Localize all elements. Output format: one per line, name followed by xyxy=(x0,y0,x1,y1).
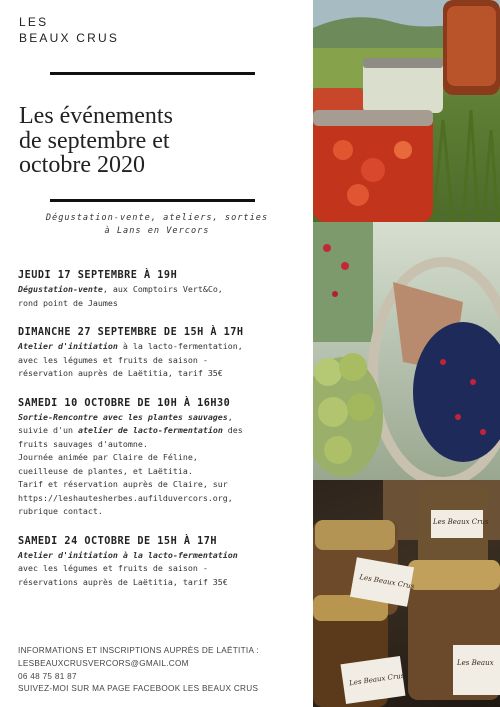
events-list xyxy=(18,268,310,604)
divider xyxy=(50,199,255,202)
subtitle xyxy=(14,212,300,238)
basket-of-berries-photo xyxy=(313,222,500,480)
brand-line: BEAUX CRUS xyxy=(19,31,120,45)
event-description-line xyxy=(18,340,310,354)
event-date: DIMANCHE 27 SEPTEMBRE DE 15H À 17H xyxy=(18,327,244,338)
event-item xyxy=(18,268,310,310)
event-item xyxy=(18,534,310,590)
event-description-line xyxy=(18,576,310,590)
info-heading: INFORMATIONS ET INSCRIPTIONS AUPRÈS DE LAËTITIA : xyxy=(18,646,259,655)
event-description-line xyxy=(18,549,310,563)
event-description-line xyxy=(18,354,310,368)
event-highlight: Dégustation-vente xyxy=(18,284,103,294)
event-text: , xyxy=(227,411,233,422)
brand-logo xyxy=(19,14,119,46)
page-title xyxy=(19,104,309,178)
event-date: SAMEDI 10 OCTOBRE DE 10H À 16H30 xyxy=(18,397,231,409)
event-description-line xyxy=(18,492,310,506)
event-highlight: Sortie-Rencontre avec les plantes sauvages xyxy=(18,411,228,422)
event-text: rond point de Jaumes xyxy=(18,297,118,308)
event-description-line xyxy=(18,465,310,479)
event-description-line xyxy=(18,478,310,492)
event-text: Journée animée par Claire de Féline, xyxy=(18,452,198,462)
event-text: des xyxy=(222,425,243,435)
title-line: octobre 2020 xyxy=(19,152,145,178)
phone-number: 06 48 75 81 87 xyxy=(18,671,77,681)
event-text: rubrique contact. xyxy=(18,506,103,516)
email-link[interactable]: LESBEAUXCRUSVERCORS@GMAIL.COM xyxy=(18,658,189,668)
contact-info xyxy=(18,645,310,696)
event-description-line xyxy=(18,424,310,438)
brand-line: LES xyxy=(19,15,49,29)
event-description-line xyxy=(18,411,310,425)
event-highlight: atelier de lacto-fermentation xyxy=(77,425,223,435)
event-description-line xyxy=(18,438,310,452)
event-description-line xyxy=(18,297,310,311)
jar-label: Les Beaux Crus xyxy=(358,573,415,591)
event-date: SAMEDI 24 OCTOBRE DE 15H À 17H xyxy=(18,535,218,547)
title-line: de septembre et xyxy=(19,127,170,154)
labeled-jars-photo xyxy=(313,480,500,707)
jars-in-grass-photo xyxy=(313,0,500,222)
event-text: https://leshautesherbes.aufilduvercors.org, xyxy=(18,492,233,503)
event-text: à la lacto-fermentation, xyxy=(117,341,243,351)
subtitle-line: à Lans en Vercors xyxy=(104,226,210,236)
event-highlight: Atelier d'initiation xyxy=(18,341,118,351)
title-line: Les événements xyxy=(19,103,173,129)
facebook-note: SUIVEZ-MOI SUR MA PAGE FACEBOOK LES BEAUX CRUS xyxy=(18,684,259,694)
event-text: réservations auprès de Laëtitia, tarif 35€ xyxy=(18,576,228,587)
event-date: JEUDI 17 SEPTEMBRE À 19H xyxy=(18,270,178,281)
event-description-line xyxy=(18,505,310,519)
event-description-line xyxy=(18,367,310,381)
subtitle-line: Dégustation-vente, ateliers, sorties xyxy=(45,213,269,223)
event-text: avec les légumes et fruits de saison - xyxy=(18,354,208,365)
event-text: réservation auprès de Laëtitia, tarif 35€ xyxy=(18,368,223,378)
jar-label: Les Beaux Crus xyxy=(433,518,489,526)
event-item xyxy=(18,396,310,519)
jar-label: Les Beaux Crus xyxy=(348,671,405,688)
event-text: cueilleuse de plantes, et Laëtitia. xyxy=(18,465,193,476)
jar-label: Les Beaux xyxy=(457,659,494,667)
divider xyxy=(50,72,255,75)
event-text: suivie d'un xyxy=(18,425,78,435)
event-description-line xyxy=(18,451,310,465)
event-text: avec les légumes et fruits de saison - xyxy=(18,563,208,573)
event-highlight: Atelier d'initiation à la lacto-fermentation xyxy=(18,549,238,560)
event-description-line xyxy=(18,562,310,576)
event-description-line xyxy=(18,283,310,297)
event-text: , aux Comptoirs Vert&Co, xyxy=(102,284,223,294)
event-text: fruits sauvages d'automne. xyxy=(18,438,148,449)
event-text: Tarif et réservation auprès de Claire, sur xyxy=(18,479,228,489)
photo-column xyxy=(313,0,500,707)
event-item xyxy=(18,325,310,381)
